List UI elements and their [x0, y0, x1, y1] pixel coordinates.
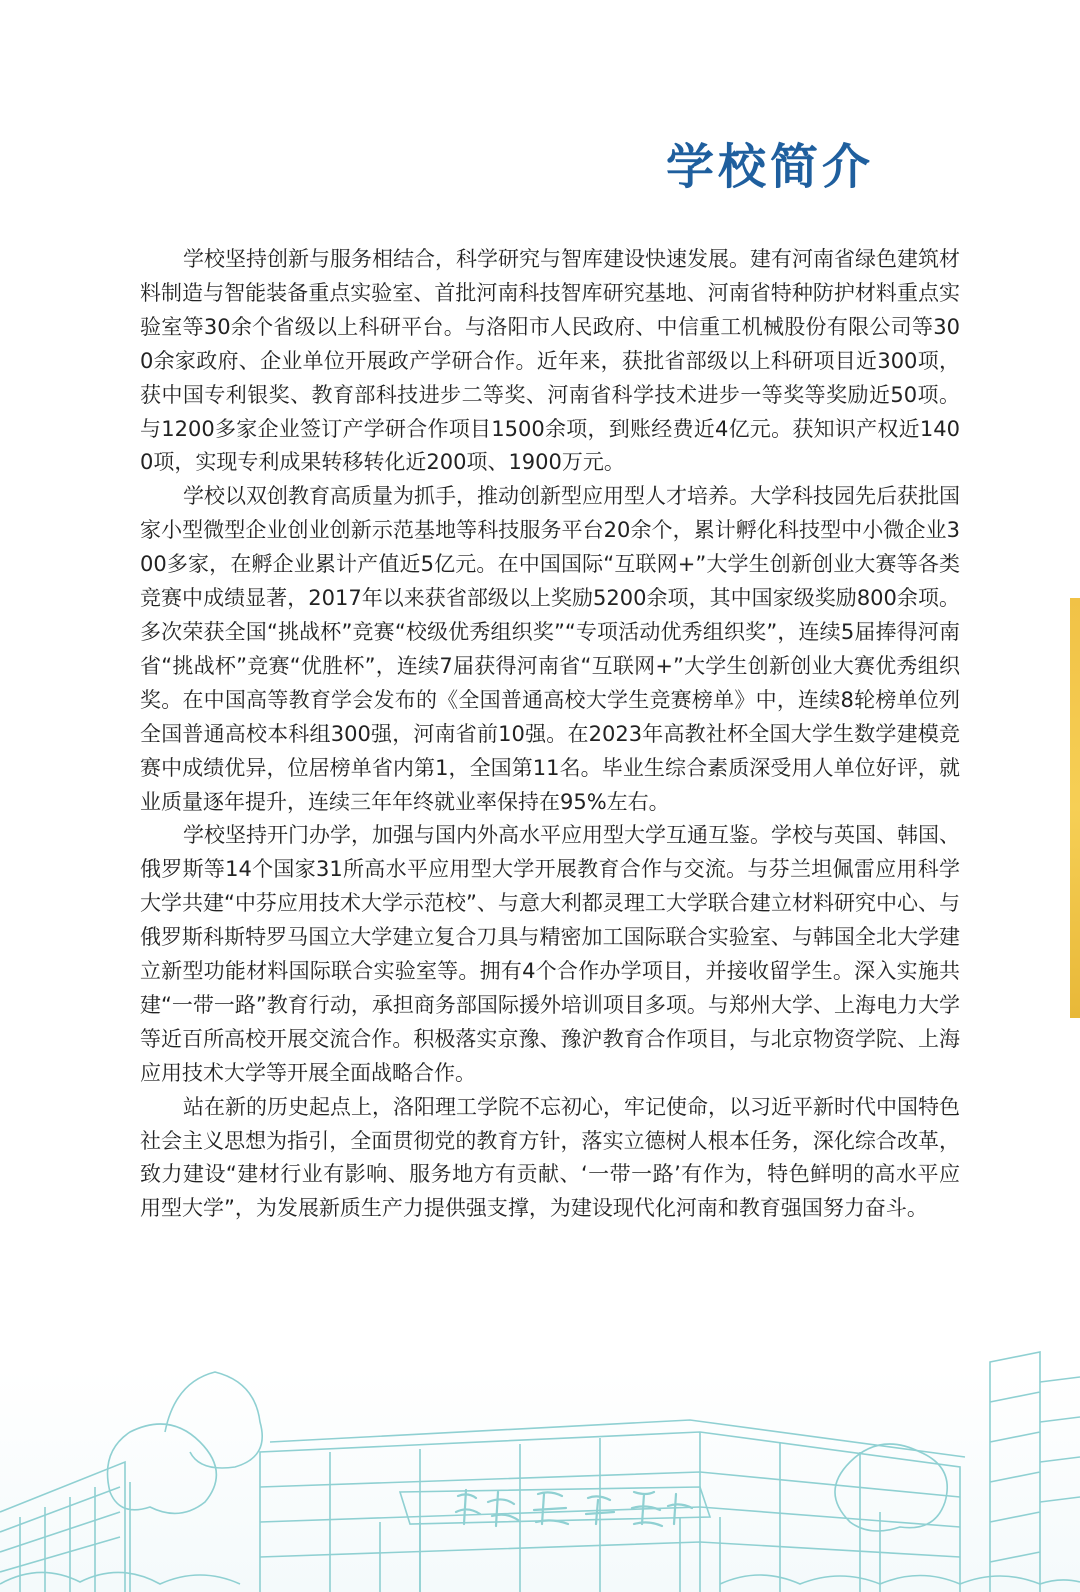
page-title: 学校简介	[666, 139, 875, 195]
shrubs	[0, 1572, 1080, 1584]
paragraph-mission: 站在新的历史起点上，洛阳理工学院不忘初心，牢记使命，以习近平新时代中国特色社会主义思想为指引，全面贯彻党的教育方针，落实立德树人根本任务，深化综合改革，致力建设“建材行业有影响、服务地方有贡献、‘一带一路’有作为，特色鲜明的高水平应用型大学”，为发展新质生产力提供强支撑，为建设现代化河南和教育强国努力奋斗。	[140, 1094, 960, 1221]
body-text	[140, 243, 960, 1226]
paragraph-international-cooperation: 学校坚持开门办学，加强与国内外高水平应用型大学互通互鉴。学校与英国、韩国、俄罗斯等14个国家31所高水平应用型大学开展教育合作与交流。与芬兰坦佩雷应用科学大学共建“中芬应用技术大学示范校”、与意大利都灵理工大学联合建立材料研究中心、与俄罗斯科斯特罗马国立大学建立复合刀具与精密加工国际联合实验室、与韩国全北大学建立新型功能材料国际联合实验室等。拥有4个合作办学项目，并接收留学生。深入实施共建“一带一路”教育行动，承担商务部国际援外培训项目多项。与郑州大学、上海电力大学等近百所高校开展交流合作。积极落实京豫、豫沪教育合作项目，与北京物资学院、上海应用技术大学等开展全面战略合作。	[140, 823, 960, 1085]
building-left-windows	[20, 1487, 95, 1592]
tree-left	[108, 1424, 217, 1592]
campus-illustration	[0, 1292, 1080, 1592]
building-right	[1040, 1377, 1080, 1502]
edge-strip	[1070, 598, 1080, 1018]
paragraph-innovation-education: 学校以双创教育高质量为抓手，推动创新型应用型人才培养。大学科技园先后获批国家小型微型企业创业创新示范基地等科技服务平台20余个，累计孵化科技型中小微企业300多家，在孵企业累计产值近5亿元。在中国国际“互联网+”大学生创新创业大赛等各类竞赛中成绩显著，2017年以来获省部级以上奖励5200余项，其中国家级奖励800余项。多次荣获全国“挑战杯”竞赛“校级优秀组织奖”“专项活动优秀组织奖”，连续5届捧得河南省“挑战杯”竞赛“优胜杯”，连续7届获得河南省“互联网+”大学生创新创业大赛优秀组织奖。在中国高等教育学会发布的《全国普通高校大学生竞赛榜单》中，连续8轮榜单位列全国普通高校本科组300强，河南省前10强。在2023年高教社杯全国大学生数学建模竞赛中成绩优异，位居榜单省内第1，全国第11名。毕业生综合素质深受用人单位好评，就业质量逐年提升，连续三年年终就业率保持在95%左右。	[140, 484, 960, 814]
campus-sign-calligraphy	[448, 1484, 698, 1532]
building-left	[0, 1462, 125, 1592]
tower-right	[990, 1352, 1040, 1592]
paragraph-research: 学校坚持创新与服务相结合，科学研究与智库建设快速发展。建有河南省绿色建筑材料制造与智能装备重点实验室、首批河南科技智库研究基地、河南省特种防护材料重点实验室等30余个省级以上科研平台。与洛阳市人民政府、中信重工机械股份有限公司等300余家政府、企业单位开展政产学研合作。近年来，获批省部级以上科研项目近300项，获中国专利银奖、教育部科技进步二等奖、河南省科学技术进步一等奖等奖励近50项。与1200多家企业签订产学研合作项目1500余项，到账经费近4亿元。获知识产权近1400项，实现专利成果转移转化近200项、1900万元。	[140, 247, 960, 475]
tree-left-2	[165, 1372, 262, 1468]
